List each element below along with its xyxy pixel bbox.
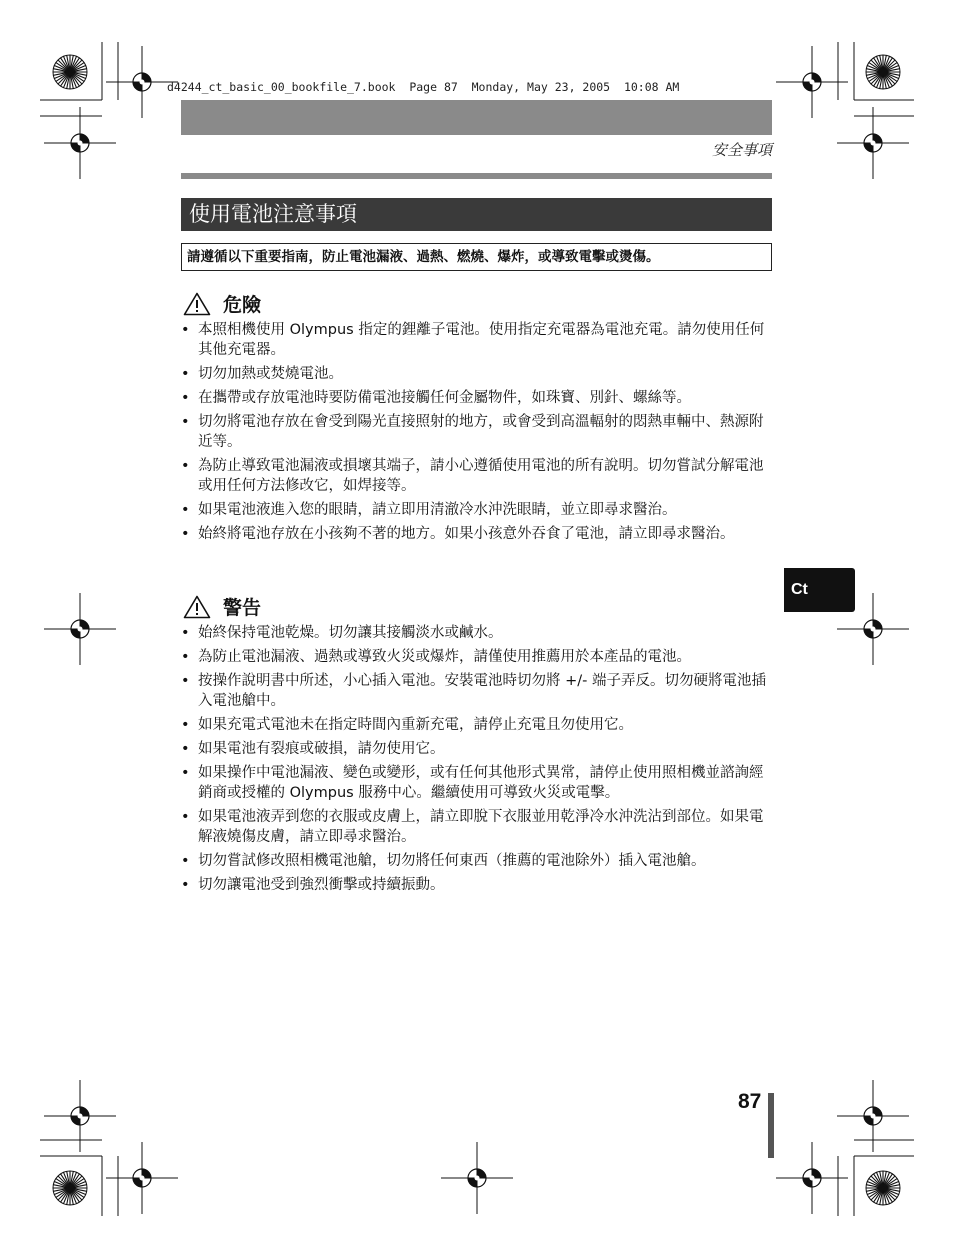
warning-heading-label: 警告 bbox=[223, 597, 262, 619]
list-item: • 如果充電式電池未在指定時間內重新充電，請停止充電且勿使用它。 bbox=[181, 715, 773, 735]
list-item: • 按操作說明書中所述，小心插入電池。安裝電池時切勿將 +/- 端子弄反。切勿硬將電池插入電池艙中。 bbox=[181, 671, 773, 711]
warning-list bbox=[181, 623, 773, 899]
list-item: • 切勿加熱或焚燒電池。 bbox=[181, 364, 773, 384]
list-item: • 本照相機使用 Olympus 指定的鋰離子電池。使用指定充電器為電池充電。請勿使用任何其他充電器。 bbox=[181, 320, 773, 360]
section-title: 安全事項 bbox=[711, 141, 772, 159]
list-item: • 如果電池液弄到您的衣服或皮膚上，請立即脫下衣服並用乾淨冷水沖洗沾到部位。如果電解液燒傷皮膚，請立即尋求醫治。 bbox=[181, 807, 773, 847]
list-item: • 如果操作中電池漏液、變色或變形，或有任何其他形式異常，請停止使用照相機並諮詢經銷商或授權的 Olympus 服務中心。繼續使用可導致火災或電擊。 bbox=[181, 763, 773, 803]
list-item: • 如果電池有裂痕或破損，請勿使用它。 bbox=[181, 739, 773, 759]
notice-box: 請遵循以下重要指南，防止電池漏液、過熱、燃燒、爆炸，或導致電擊或燙傷。 bbox=[181, 243, 772, 271]
list-item: • 切勿嘗試修改照相機電池艙，切勿將任何東西（推薦的電池除外）插入電池艙。 bbox=[181, 851, 773, 871]
list-item: • 始終保持電池乾燥。切勿讓其接觸淡水或鹹水。 bbox=[181, 623, 773, 643]
list-item: • 如果電池液進入您的眼睛，請立即用清澈冷水沖洗眼睛，並立即尋求醫治。 bbox=[181, 500, 773, 520]
page-number: 87 bbox=[738, 1090, 762, 1113]
header-rule bbox=[181, 173, 772, 179]
bookfile-info-line: d4244_ct_basic_00_bookfile_7.book Page 87 Monday, May 23, 2005 10:08 AM bbox=[167, 80, 680, 94]
list-item: • 始終將電池存放在小孩夠不著的地方。如果小孩意外吞食了電池，請立即尋求醫治。 bbox=[181, 524, 773, 544]
warning-triangle-icon bbox=[183, 595, 211, 619]
list-item: • 為防止電池漏液、過熱或導致火災或爆炸，請僅使用推薦用於本產品的電池。 bbox=[181, 647, 773, 667]
danger-list bbox=[181, 320, 773, 548]
page-title: 使用電池注意事項 bbox=[181, 198, 772, 231]
danger-heading-label: 危險 bbox=[223, 294, 262, 316]
page-number-bar bbox=[768, 1093, 774, 1158]
danger-heading bbox=[183, 290, 261, 317]
list-item: • 切勿讓電池受到強烈衝擊或持續振動。 bbox=[181, 875, 773, 895]
header-band bbox=[181, 100, 772, 135]
language-tab: Ct bbox=[784, 568, 855, 612]
warning-triangle-icon bbox=[183, 292, 211, 316]
list-item: • 為防止導致電池漏液或損壞其端子，請小心遵循使用電池的所有說明。切勿嘗試分解電池或用任何方法修改它，如焊接等。 bbox=[181, 456, 773, 496]
list-item: • 在攜帶或存放電池時要防備電池接觸任何金屬物件，如珠寶、別針、螺絲等。 bbox=[181, 388, 773, 408]
warning-heading bbox=[183, 593, 261, 620]
list-item: • 切勿將電池存放在會受到陽光直接照射的地方，或會受到高溫輻射的悶熱車輛中、熱源附近等。 bbox=[181, 412, 773, 452]
